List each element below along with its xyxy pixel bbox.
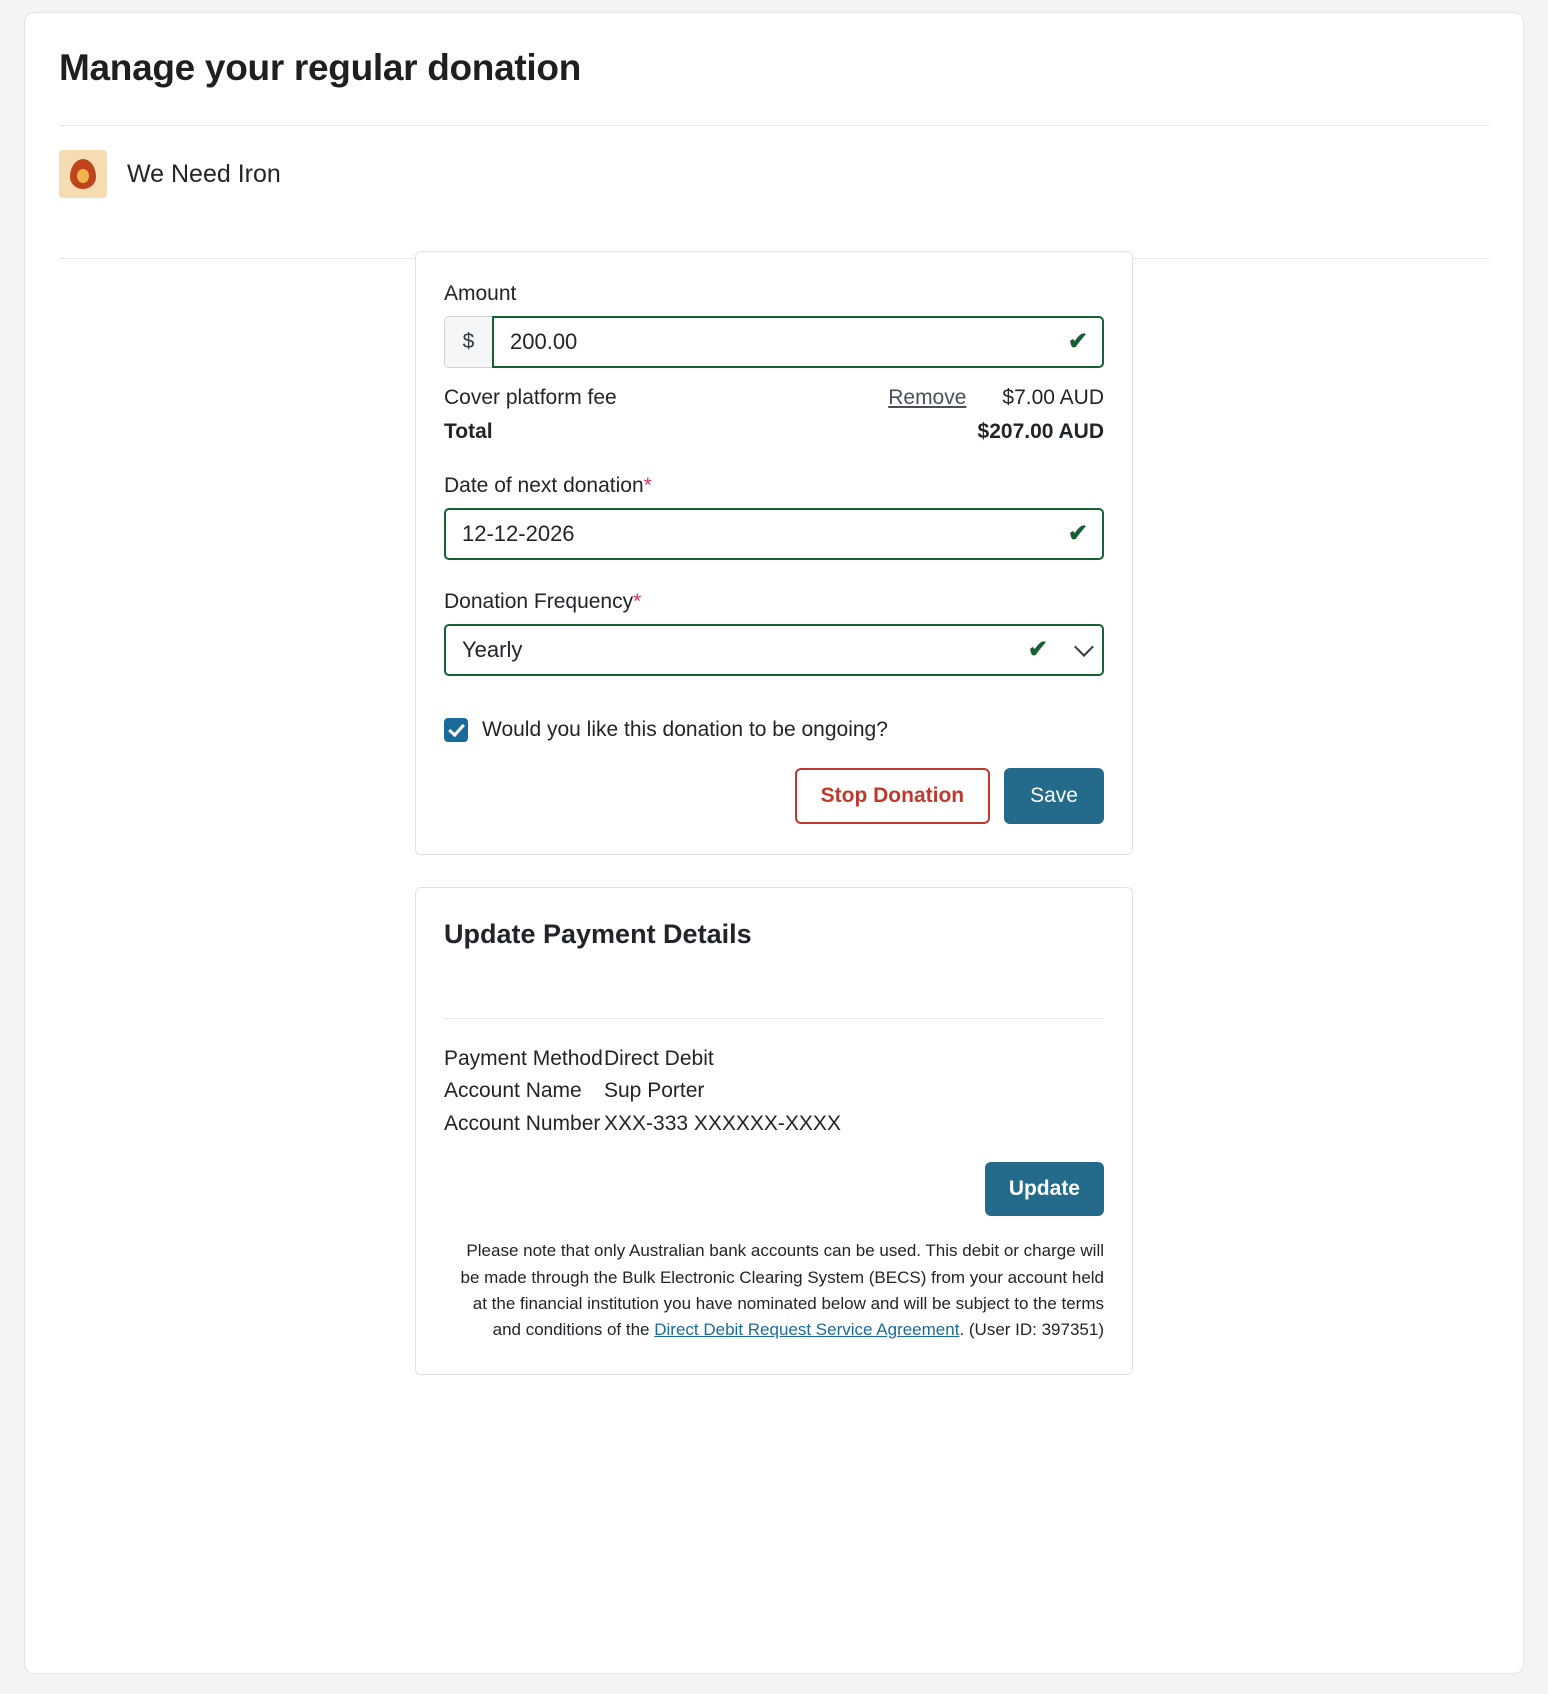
required-marker: * xyxy=(633,590,642,613)
panels xyxy=(25,251,1523,1375)
amount-label: Amount xyxy=(444,282,517,305)
donation-card xyxy=(415,251,1133,855)
frequency-label xyxy=(444,590,1104,614)
check-icon: ✔ xyxy=(1067,520,1088,547)
frequency-label-text: Donation Frequency xyxy=(444,590,634,613)
save-button[interactable]: Save xyxy=(1004,768,1104,824)
update-button[interactable]: Update xyxy=(985,1162,1104,1216)
amount-input[interactable] xyxy=(492,316,1104,368)
next-date-block xyxy=(444,474,1104,560)
total-label: Total xyxy=(444,420,493,443)
next-date-value: 12-12-2026 xyxy=(462,521,575,546)
note-text-after: . (User ID: 397351) xyxy=(959,1320,1104,1340)
account-name-label: Account Name xyxy=(444,1079,582,1103)
next-date-label xyxy=(444,474,1104,498)
total-row xyxy=(444,420,1104,444)
next-date-label-text: Date of next donation xyxy=(444,474,644,497)
charity-row xyxy=(25,126,1523,222)
payment-card xyxy=(415,887,1133,1375)
total-value: $207.00 AUD xyxy=(977,420,1104,443)
payment-divider xyxy=(444,1018,1104,1019)
next-date-input[interactable] xyxy=(444,508,1104,560)
frequency-select[interactable] xyxy=(444,624,1104,676)
frequency-value: Yearly xyxy=(462,637,523,662)
check-icon: ✔ xyxy=(1027,636,1048,663)
frequency-block xyxy=(444,590,1104,676)
platform-fee-row xyxy=(444,386,1104,410)
charity-logo xyxy=(59,150,107,198)
page-title: Manage your regular donation xyxy=(59,47,581,88)
amount-input-group xyxy=(444,316,1104,368)
account-number-value: XXX-333 XXXXXX-XXXX xyxy=(604,1111,841,1135)
direct-debit-note xyxy=(444,1238,1104,1343)
frequency-select-wrap xyxy=(444,624,1104,676)
note-text-before: Please note that only Australian bank accounts can be used. This debit or charge will be made through the Bulk Electronic Clearing System (BECS) from your account held at the financial institution you have nominated below and will be subject to the terms and conditions of the xyxy=(460,1241,1104,1340)
payment-details xyxy=(444,1043,1104,1141)
update-button-row xyxy=(444,1162,1104,1216)
payment-method-value: Direct Debit xyxy=(604,1046,714,1070)
required-marker: * xyxy=(643,474,652,497)
ongoing-checkbox[interactable] xyxy=(444,718,468,742)
platform-fee-value: $7.00 AUD xyxy=(1002,386,1104,409)
donation-button-row xyxy=(444,768,1104,824)
account-number-label: Account Number xyxy=(444,1111,601,1135)
flame-icon xyxy=(70,159,96,189)
account-name-value: Sup Porter xyxy=(604,1079,705,1103)
currency-addon: $ xyxy=(444,316,492,368)
remove-fee-link[interactable]: Remove xyxy=(888,386,967,409)
page-container xyxy=(24,12,1524,1674)
ddr-service-agreement-link[interactable]: Direct Debit Request Service Agreement xyxy=(654,1320,960,1340)
amount-value: 200.00 xyxy=(510,329,578,354)
platform-fee-label: Cover platform fee xyxy=(444,386,617,409)
check-icon: ✔ xyxy=(1067,328,1088,355)
ongoing-label: Would you like this donation to be ongoing? xyxy=(482,718,888,741)
ongoing-row[interactable] xyxy=(444,718,1104,742)
charity-name: We Need Iron xyxy=(127,159,281,188)
stop-donation-button[interactable]: Stop Donation xyxy=(795,768,990,824)
payment-card-title: Update Payment Details xyxy=(444,919,752,949)
payment-method-label: Payment Method xyxy=(444,1046,603,1070)
